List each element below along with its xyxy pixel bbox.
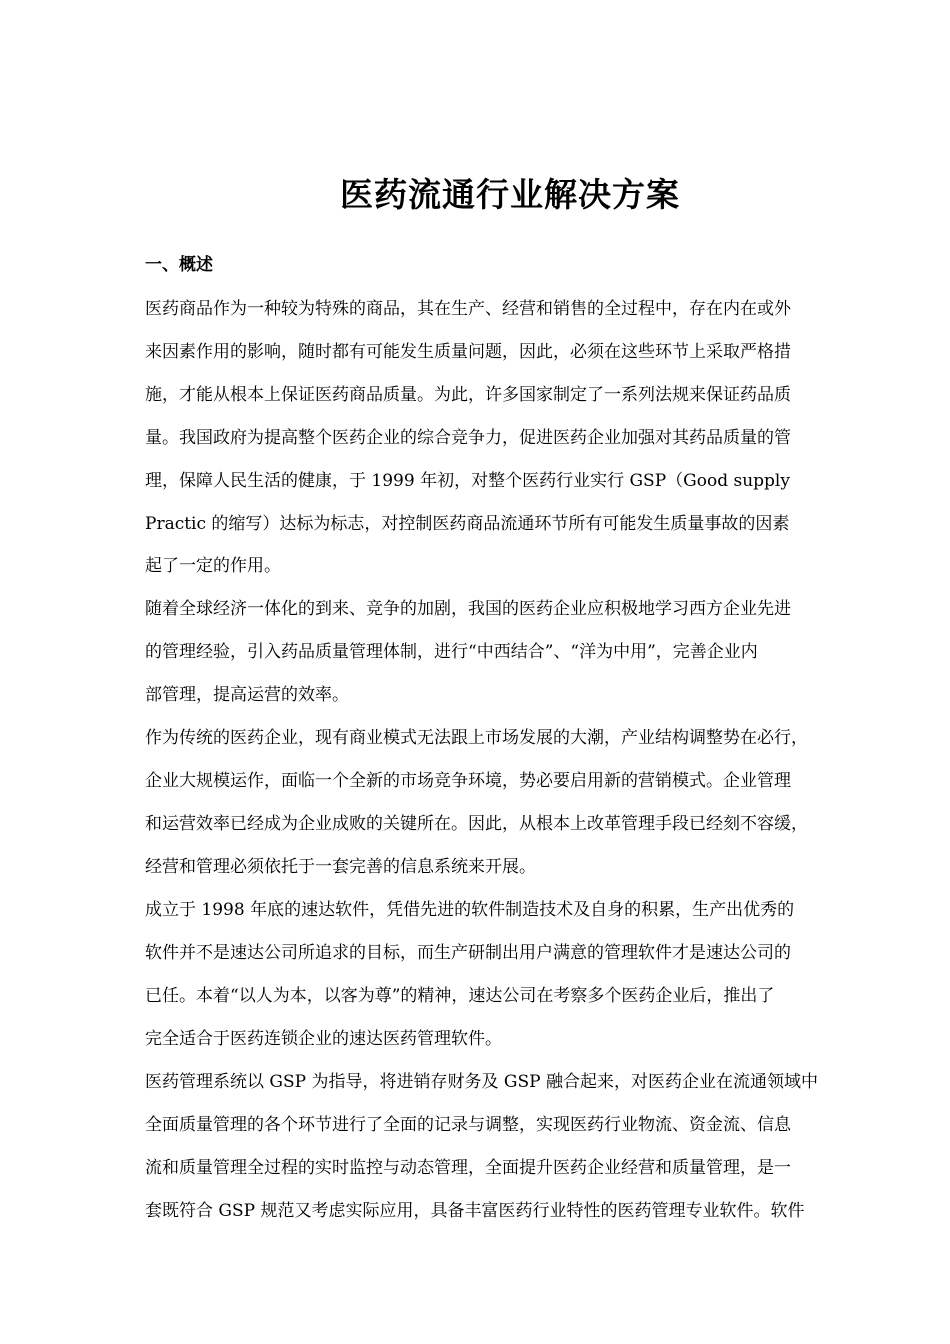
body-text-line: 软件并不是速达公司所追求的目标，而生产研制出用户满意的管理软件才是速达公司的: [145, 943, 791, 963]
body-text-line: 企业大规模运作，面临一个全新的市场竞争环境，势必要启用新的营销模式。企业管理: [145, 771, 791, 791]
body-text-line: 的管理经验，引入药品质量管理体制，进行“中西结合”、“洋为中用”，完善企业内: [145, 642, 758, 662]
body-text-line: 随着全球经济一体化的到来、竞争的加剧，我国的医药企业应积极地学习西方企业先进: [145, 599, 791, 619]
body-text-line: 已任。本着“以人为本，以客为尊”的精神，速达公司在考察多个医药企业后，推出了: [145, 986, 775, 1006]
body-text-line: Practic 的缩写）达标为标志，对控制医药商品流通环节所有可能发生质量事故的因素: [145, 514, 790, 534]
body-text-line: 作为传统的医药企业，现有商业模式无法跟上市场发展的大潮，产业结构调整势在必行，: [145, 728, 808, 748]
body-text-line: 套既符合 GSP 规范又考虑实际应用，具备丰富医药行业特性的医药管理专业软件。软件: [145, 1201, 805, 1221]
body-text-line: 理，保障人民生活的健康，于 1999 年初，对整个医药行业实行 GSP（Good supply: [145, 471, 790, 491]
body-text-line: 流和质量管理全过程的实时监控与动态管理，全面提升医药企业经营和质量管理，是一: [145, 1158, 791, 1178]
body-text-line: 和运营效率已经成为企业成败的关键所在。因此，从根本上改革管理手段已经刻不容缓，: [145, 814, 808, 834]
body-text-line: 医药管理系统以 GSP 为指导，将进销存财务及 GSP 融合起来，对医药企业在流通领域中: [145, 1072, 818, 1092]
body-text-line: 成立于 1998 年底的速达软件，凭借先进的软件制造技术及自身的积累，生产出优秀的: [145, 900, 795, 920]
body-text-line: 来因素作用的影响，随时都有可能发生质量问题，因此，必须在这些环节上采取严格措: [145, 342, 791, 362]
body-text-line: 量。我国政府为提高整个医药企业的综合竞争力，促进医药企业加强对其药品质量的管: [145, 428, 791, 448]
body-text-line: 医药商品作为一种较为特殊的商品，其在生产、经营和销售的全过程中，存在内在或外: [145, 299, 791, 319]
body-text-line: 施，才能从根本上保证医药商品质量。为此，许多国家制定了一系列法规来保证药品质: [145, 385, 791, 405]
body-text-line: 部管理，提高运营的效率。: [145, 685, 349, 705]
document-title: 医药流通行业解决方案: [340, 175, 680, 214]
section-heading-overview: 一、概述: [145, 255, 213, 275]
body-text-line: 完全适合于医药连锁企业的速达医药管理软件。: [145, 1029, 502, 1049]
body-text-line: 起了一定的作用。: [145, 556, 281, 576]
body-text-line: 经营和管理必须依托于一套完善的信息系统来开展。: [145, 857, 536, 877]
body-text-line: 全面质量管理的各个环节进行了全面的记录与调整，实现医药行业物流、资金流、信息: [145, 1115, 791, 1135]
